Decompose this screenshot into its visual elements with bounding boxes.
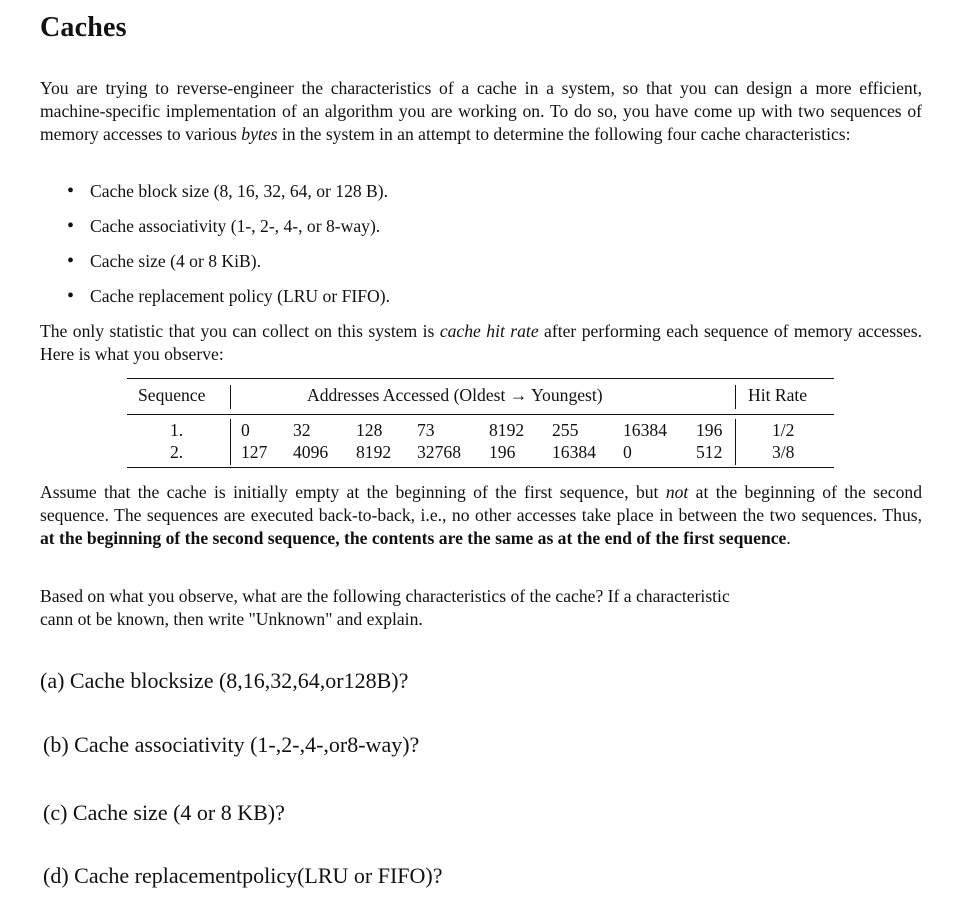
question-c: (c) Cache size (4 or 8 KB)?: [43, 800, 285, 825]
list-item-cache-size: • Cache size (4 or 8 KiB).: [40, 248, 920, 283]
row-seq: 1.: [170, 420, 184, 440]
cell-addr: 0: [241, 420, 250, 440]
row-seq: 2.: [170, 442, 184, 462]
cell-addr: 4096: [293, 442, 329, 462]
cell-addr: 32768: [417, 442, 461, 462]
list-item-associativity: • Cache associativity (1-, 2-, 4-, or 8-way).: [40, 213, 920, 248]
instructions-line-1: Based on what you observe, what are the following characteristics of the cache? If a characteristic: [40, 586, 730, 606]
intro-text-2: in the system in an attempt to determine the following four cache characteristics:: [277, 124, 851, 144]
table-row: [127, 442, 834, 464]
cell-addr: 16384: [623, 420, 667, 440]
cell-addr: 196: [696, 420, 723, 440]
cell-addr: 512: [696, 442, 723, 462]
header-sequence: Sequence: [138, 385, 206, 405]
question-d: (d) Cache replacementpolicy(LRU or FIFO)?: [43, 863, 443, 888]
assume-text-2: at the beginning of the second sequence. The sequences are executed back-to-back, i.e., no other accesses take place in between the two sequences. Thus,: [40, 482, 923, 525]
instructions-line-2: cann ot be known, then write "Unknown" and explain.: [40, 609, 423, 629]
intro-emphasis-bytes: bytes: [241, 124, 278, 144]
table-row: [127, 420, 834, 442]
statistic-paragraph: [40, 320, 922, 366]
stat-text-2: after performing each sequence of memory accesses. Here is what you observe:: [40, 321, 922, 364]
question-a: (a) Cache blocksize (8,16,32,64,or128B)?: [40, 668, 409, 693]
list-item-block-size: • Cache block size (8, 16, 32, 64, or 128 B).: [40, 178, 920, 213]
intro-text-1: You are trying to reverse-engineer the characteristics of a cache in a system, so that you can design a more efficient, machine-specific implementation of an algorithm you are working on. To do so, you have come up with two sequences of memory accesses to various: [40, 78, 922, 144]
instructions-paragraph: [40, 585, 922, 631]
assumption-paragraph: [40, 481, 922, 550]
header-divider-left: [230, 385, 231, 409]
cell-hit-rate: 3/8: [772, 442, 795, 462]
cell-addr: 128: [356, 420, 383, 440]
assume-bold-statement: at the beginning of the second sequence, the contents are the same as at the end of the first sequence: [40, 528, 787, 548]
cell-addr: 0: [623, 442, 632, 462]
characteristics-list: [40, 178, 920, 318]
list-item-replacement-policy: • Cache replacement policy (LRU or FIFO).: [40, 283, 920, 318]
assume-text-3: .: [786, 528, 791, 548]
cell-addr: 196: [489, 442, 516, 462]
cell-addr: 8192: [356, 442, 392, 462]
cell-hit-rate: 1/2: [772, 420, 795, 440]
table-body: [127, 415, 834, 467]
header-divider-right: [735, 385, 736, 409]
stat-emphasis-hit-rate: cache hit rate: [439, 321, 539, 341]
header-addresses: Addresses Accessed (Oldest → Youngest): [307, 385, 603, 405]
assume-text-1: Assume that the cache is initially empty at the beginning of the first sequence, but: [40, 482, 666, 502]
cell-addr: 8192: [489, 420, 525, 440]
question-b: (b) Cache associativity (1-,2-,4-,or8-way)?: [43, 732, 420, 757]
page-title: Caches: [40, 12, 127, 43]
cell-addr: 255: [552, 420, 579, 440]
cell-addr: 73: [417, 420, 435, 440]
intro-paragraph: [40, 77, 922, 146]
table-header: [127, 379, 834, 415]
access-table: [127, 378, 834, 468]
header-hit-rate: Hit Rate: [748, 385, 808, 405]
assume-emphasis-not: not: [665, 482, 689, 502]
stat-text-1: The only statistic that you can collect on this system is: [40, 321, 440, 341]
cell-addr: 16384: [552, 442, 596, 462]
cell-addr: 32: [293, 420, 311, 440]
cell-addr: 127: [241, 442, 268, 462]
